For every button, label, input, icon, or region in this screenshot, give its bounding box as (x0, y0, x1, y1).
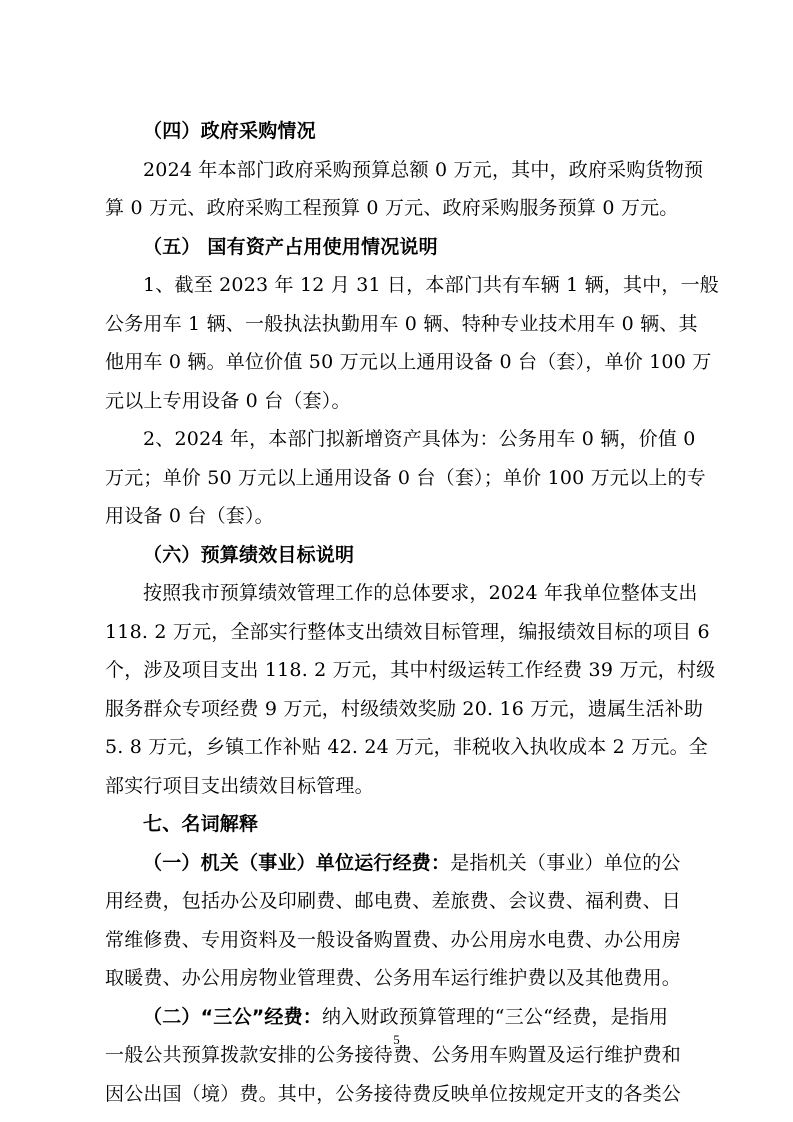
paragraph-line: 按照我市预算绩效管理工作的总体要求，2024 年我单位整体支出 (143, 582, 698, 604)
glossary-term: （一）机关（事业）单位运行经费： (143, 851, 451, 874)
paragraph-line: 常维修费、专用资料及一般设备购置费、办公用房水电费、办公用房 (105, 928, 682, 951)
section-heading-glossary: 七、名词解释 (143, 813, 259, 835)
paragraph-line: 2024 年本部门政府采购预算总额 0 万元，其中，政府采购货物预 (143, 158, 704, 181)
glossary-entry-first-line (105, 998, 697, 1037)
paragraph-line: 元以上专用设备 0 台（套）。 (105, 389, 351, 412)
paragraph-line: 部实行项目支出绩效目标管理。 (105, 774, 374, 797)
paragraph-line: 用设备 0 台（套）。 (105, 505, 274, 527)
paragraph-line: 一般公共预算拨款安排的公务接待费、公务用车购置及运行维护费和 (105, 1044, 682, 1066)
section-heading-procurement: （四）政府采购情况 (143, 120, 316, 142)
paragraph-line: 2、2024 年，本部门拟新增资产具体为：公务用车 0 辆，价值 0 (143, 428, 696, 450)
paragraph-line: 取暖费、办公用房物业管理费、公务用车运行维护费以及其他费用。 (105, 967, 682, 989)
page-number: 5 (393, 1032, 400, 1047)
document-body (105, 112, 720, 1113)
section-heading-state-assets: （五） 国有资产占用使用情况说明 (143, 235, 438, 258)
paragraph-line: 个，涉及项目支出 118. 2 万元，其中村级运转工作经费 39 万元，村级 (105, 659, 716, 681)
glossary-term: （二）“三公”经费： (143, 1005, 322, 1028)
glossary-entry-first-line (105, 844, 697, 883)
paragraph-line: 1、截至 2023 年 12 月 31 日，本部门共有车辆 1 辆，其中，一般 (143, 274, 720, 296)
paragraph-line: 5. 8 万元，乡镇工作补贴 42. 24 万元，非税收入执收成本 2 万元。全 (105, 736, 708, 758)
glossary-definition: 纳入财政预算管理的“三公“经费，是指用 (321, 1005, 669, 1028)
paragraph-line: 公务用车 1 辆、一般执法执勤用车 0 辆、特种专业技术用车 0 辆、其 (105, 312, 698, 335)
paragraph-line: 万元；单价 50 万元以上通用设备 0 台（套）；单价 100 万元以上的专 (105, 466, 706, 489)
paragraph-line: 因公出国（境）费。其中，公务接待费反映单位按规定开支的各类公 (105, 1082, 682, 1105)
paragraph-line: 他用车 0 辆。单位价值 50 万元以上通用设备 0 台（套），单价 100 万 (105, 351, 712, 373)
paragraph-line: 118. 2 万元，全部实行整体支出绩效目标管理，编报绩效目标的项目 6 (105, 620, 710, 643)
section-heading-performance: （六）预算绩效目标说明 (143, 543, 355, 566)
paragraph-line: 用经费，包括办公及印刷费、邮电费、差旅费、会议费、福利费、日 (105, 890, 682, 912)
paragraph-line: 服务群众专项经费 9 万元，村级绩效奖励 20. 16 万元，遗属生活补助 (105, 697, 704, 720)
paragraph-line: 算 0 万元、政府采购工程预算 0 万元、政府采购服务预算 0 万元。 (105, 197, 679, 219)
glossary-definition: 是指机关（事业）单位的公 (450, 851, 681, 874)
